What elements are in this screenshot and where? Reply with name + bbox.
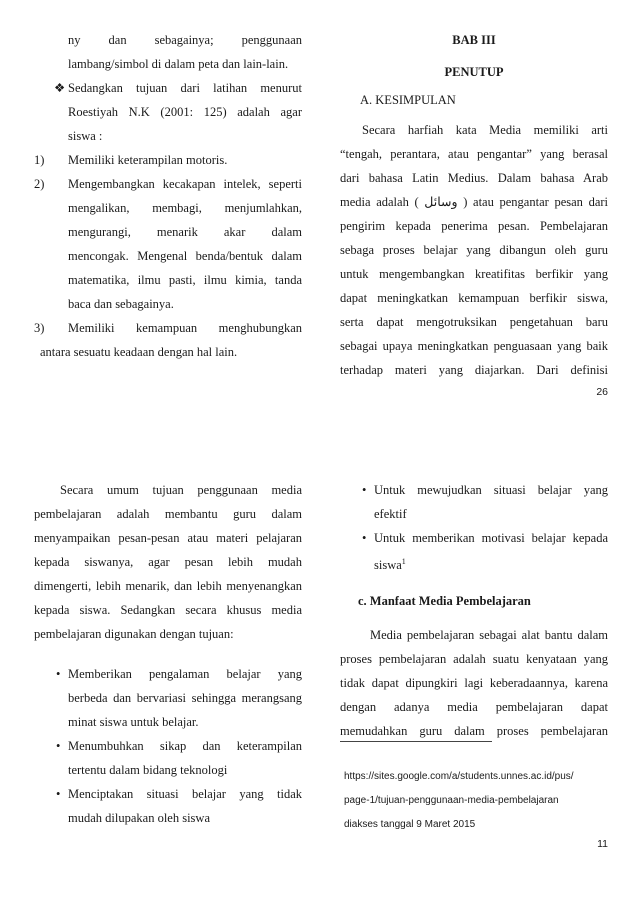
intro-paragraph xyxy=(34,478,302,646)
bullet-icon: • xyxy=(362,483,367,497)
text-line: tidak dapat dipungkiri lagi keberadaannya, karena xyxy=(340,676,608,691)
text-line: Menciptakan situasi belajar yang tidak xyxy=(68,787,302,801)
numbered-item-2 xyxy=(34,172,302,316)
text-line: Mengembangkan kecakapan intelek, seperti xyxy=(68,177,302,191)
text-line: matematika, ilmu pasti, ilmu kimia, tanda xyxy=(68,273,302,287)
text-line: ny dan sebagainya; penggunaan xyxy=(68,33,302,47)
text-line: menyampaikan pesan-pesan atau materi pelajaran xyxy=(34,531,302,545)
text-line: “tengah, perantara, atau pengantar” yang berasal xyxy=(340,147,608,161)
text-line: Untuk mewujudkan situasi belajar yang xyxy=(374,483,608,497)
text-line: mencongak. Mengenal benda/bentuk dalam xyxy=(68,249,302,263)
page-number: 26 xyxy=(596,386,608,398)
text-line: pembelajaran adalah membantu guru dalam xyxy=(34,507,302,521)
text-line: dengan adanya media pembelajaran dapat xyxy=(340,700,608,715)
text-line: kepada siswanya, agar pesan lebih mudah xyxy=(34,555,302,569)
footnote-access-date: diakses tanggal 9 Maret 2015 xyxy=(344,819,476,830)
footnote-url-continued[interactable]: page-1/tujuan-penggunaan-media-pembelajaran xyxy=(344,795,559,806)
item-number: 2) xyxy=(34,177,45,191)
footnote-reference[interactable]: 1 xyxy=(401,557,406,566)
text-line: memudahkan guru dalam proses pembelajaran xyxy=(340,724,608,739)
bullet-icon: • xyxy=(56,667,61,681)
text-line: siswa : xyxy=(68,129,103,143)
text-line: serta dapat mengotruksikan pengetahuan baru xyxy=(340,315,608,329)
list-item xyxy=(340,478,608,526)
item-number: 1) xyxy=(34,153,45,167)
text-line: baca dan sebagainya. xyxy=(68,297,174,311)
bullet-icon: • xyxy=(362,531,367,545)
objective-list xyxy=(34,662,302,830)
text-line: proses pembelajaran adalah suatu kenyataan yang xyxy=(340,652,608,667)
page-11 xyxy=(0,452,638,903)
text-line: lambang/simbol di dalam peta dan lain-lain. xyxy=(68,57,289,71)
text-line: berbeda dan bervariasi sehingga merangsang xyxy=(68,691,302,705)
text-line: Secara harfiah kata Media memiliki arti xyxy=(362,123,608,137)
right-column-bottom xyxy=(340,478,608,743)
footnote xyxy=(344,765,614,837)
text-line: mengalikan, membagi, menjumlahkan, xyxy=(68,201,302,215)
footnote-divider xyxy=(340,741,492,742)
list-item xyxy=(34,782,302,830)
text-line: mudah dilupakan oleh siswa xyxy=(68,811,210,825)
text-line: Secara umum tujuan penggunaan media xyxy=(60,483,302,497)
section-heading: A. KESIMPULAN xyxy=(360,93,456,107)
text-line: Roestiyah N.K (2001: 125) adalah agar xyxy=(68,105,302,119)
page-26 xyxy=(0,0,638,451)
bullet-icon: • xyxy=(56,739,61,753)
footnote-url[interactable]: https://sites.google.com/a/students.unnes.ac.id/pus/ xyxy=(344,771,574,782)
text-line: Memiliki keterampilan motoris. xyxy=(68,153,228,167)
text-line: Untuk memberikan motivasi belajar kepada xyxy=(374,531,608,545)
text-line: Menumbuhkan sikap dan keterampilan xyxy=(68,739,302,753)
bullet-icon: • xyxy=(56,787,61,801)
conclusion-paragraph xyxy=(340,118,608,382)
benefit-paragraph xyxy=(340,623,608,743)
text-line: pengirim kepada penerima pesan. Pembelajaran xyxy=(340,219,608,233)
text-line: pembelajaran digunakan dengan tujuan: xyxy=(34,627,234,641)
list-item xyxy=(34,734,302,782)
text-line: Sedangkan tujuan dari latihan menurut xyxy=(68,81,302,95)
text-line: sebaga proses belajar yang dibangun oleh guru xyxy=(340,243,608,257)
text-line: terhadap materi yang diajarkan. Dari definisi xyxy=(340,363,608,377)
left-column-top xyxy=(34,28,302,364)
right-column-top xyxy=(340,28,608,382)
item-number: 3) xyxy=(34,321,45,335)
text-line: Media pembelajaran sebagai alat bantu dalam xyxy=(370,628,608,643)
text-line: efektif xyxy=(374,507,407,521)
subsection-heading: c. Manfaat Media Pembelajaran xyxy=(358,594,531,609)
chapter-title: BAB III xyxy=(452,33,496,47)
text-line: tertentu dalam bidang teknologi xyxy=(68,763,228,777)
text-line: antara sesuatu keadaan dengan hal lain. xyxy=(40,345,238,359)
list-item xyxy=(340,526,608,577)
numbered-item-1 xyxy=(34,148,302,172)
text-line: media adalah ( وسائل ) atau pengantar pesan dari xyxy=(340,195,608,209)
text-line: dapat meningkatkan kemampuan berfikir siswa, xyxy=(340,291,608,305)
text-line: sebagai upaya meningkatkan penguasaan yang baik xyxy=(340,339,608,353)
text-line: dimengerti, lebih menarik, dan lebih menyenangkan xyxy=(34,579,302,593)
list-item xyxy=(34,662,302,734)
text-line: Memiliki kemampuan menghubungkan xyxy=(68,321,302,335)
numbered-item-3 xyxy=(34,316,302,340)
diamond-bullet-icon: ❖ xyxy=(54,81,66,95)
text-line xyxy=(340,550,608,577)
text-line: dari bahasa Latin Medius. Dalam bahasa Arab xyxy=(340,171,608,185)
page-number: 11 xyxy=(597,838,608,850)
chapter-subtitle: PENUTUP xyxy=(444,65,504,79)
text-line: kepada siswa. Sedangkan secara khusus media xyxy=(34,603,302,617)
text-line: untuk mengembangkan kreatifitas berfikir yang xyxy=(340,267,608,281)
text-fragment: siswa xyxy=(374,558,402,573)
diamond-list-item xyxy=(34,76,302,148)
text-line: Memberikan pengalaman belajar yang xyxy=(68,667,302,681)
text-line: minat siswa untuk belajar. xyxy=(68,715,199,729)
text-line: mengurangi, menarik akar dalam xyxy=(68,225,302,239)
left-column-bottom xyxy=(34,478,302,830)
objective-list-continued xyxy=(340,478,608,577)
